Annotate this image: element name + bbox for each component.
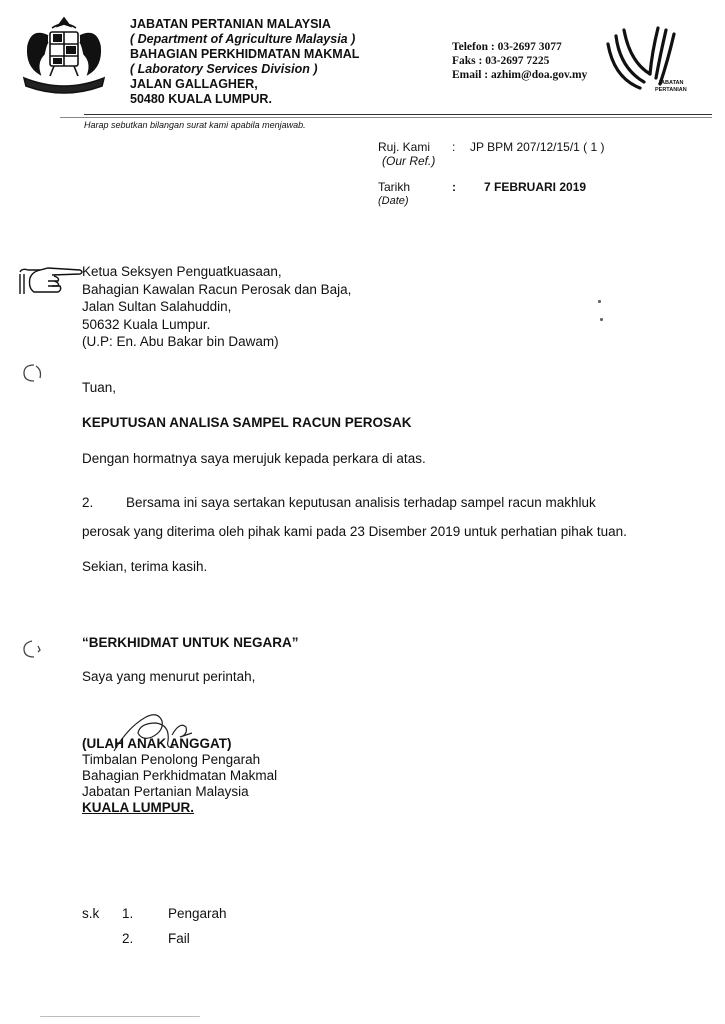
org-name-english: ( Department of Agriculture Malaysia ) [130,32,356,46]
reference-label [378,140,435,168]
recipient-address [82,263,351,351]
recipient-attention: (U.P: En. Abu Bakar bin Dawam) [82,334,279,349]
logo-text-line-2: PERTANIAN [655,87,687,93]
signatory-department: Jabatan Pertanian Malaysia [82,784,249,799]
logo-text-line-1: JABATAN [658,80,684,86]
signatory-block [82,736,277,816]
recipient-line-2: Bahagian Kawalan Racun Perosak dan Baja, [82,281,352,297]
our-ref-label: Ruj. Kami [378,140,431,154]
email: Email : azhim@doa.gov.my [452,69,588,81]
address-city: 50480 KUALA LUMPUR. [130,92,272,106]
department-logo [600,22,710,102]
signatory-city: KUALA LUMPUR. [82,800,194,815]
motto: “BERKHIDMAT UNTUK NEGARA” [82,635,299,650]
closing-phrase: Saya yang menurut perintah, [82,669,256,684]
paragraph-2-line-2: perosak yang diterima oleh pihak kami pada 23 Disember 2019 untuk perhatian pihak tuan. [82,524,627,539]
cc-item-2-number: 2. [122,931,134,946]
paragraph-1: Dengan hormatnya saya merujuk kepada perkara di atas. [82,451,426,466]
recipient-line-1: Ketua Seksyen Penguatkuasaan, [82,264,282,279]
contact-block [452,40,587,82]
paragraph-2-number: 2. [82,495,94,510]
date-label-block [378,180,410,208]
header-divider-secondary [60,117,712,118]
punch-hole-mark [20,362,46,384]
address-street: JALAN GALLAGHER, [130,77,258,91]
scan-edge-line [40,1016,200,1017]
date-colon: : [452,180,456,194]
coat-of-arms-emblem [14,14,114,106]
date-sublabel: (Date) [378,195,409,207]
signatory-division: Bahagian Perkhidmatan Makmal [82,768,278,783]
recipient-line-3: Jalan Sultan Salahuddin, [82,299,232,314]
salutation: Tuan, [82,380,117,395]
subject-heading: KEPUTUSAN ANALISA SAMPEL RACUN PEROSAK [82,415,412,430]
signatory-title: Timbalan Penolong Pengarah [82,752,261,767]
scan-speck [600,318,603,321]
our-ref-colon: : [452,140,456,154]
header-divider [84,114,712,115]
division-name: BAHAGIAN PERKHIDMATAN MAKMAL [130,47,360,61]
pointing-hand-icon [18,264,86,298]
signatory-name: (ULAH ANAK ANGGAT) [82,736,232,751]
cc-item-2-name: Fail [168,931,190,946]
scan-speck [598,300,601,303]
reply-note: Harap sebutkan bilangan surat kami apabila menjawab. [84,120,306,130]
our-ref-value: JP BPM 207/12/15/1 ( 1 ) [470,140,605,154]
date-label: Tarikh [378,180,411,194]
cc-item-1-number: 1. [122,906,134,921]
org-name: JABATAN PERTANIAN MALAYSIA [130,17,331,31]
organisation-header [130,17,359,107]
paragraph-2-line-1: Bersama ini saya sertakan keputusan analisis terhadap sampel racun makhluk [126,495,596,510]
cc-label: s.k [82,906,100,921]
recipient-line-4: 50632 Kuala Lumpur. [82,316,211,332]
punch-hole-mark [20,638,46,660]
closing-remark: Sekian, terima kasih. [82,559,208,574]
telephone: Telefon : 03-2697 3077 [452,41,562,53]
cc-item-1-name: Pengarah [168,906,227,921]
fax: Faks : 03-2697 7225 [452,55,550,67]
our-ref-sublabel: (Our Ref.) [382,154,436,168]
date-value: 7 FEBRUARI 2019 [484,180,587,194]
division-name-english: ( Laboratory Services Division ) [130,62,318,76]
